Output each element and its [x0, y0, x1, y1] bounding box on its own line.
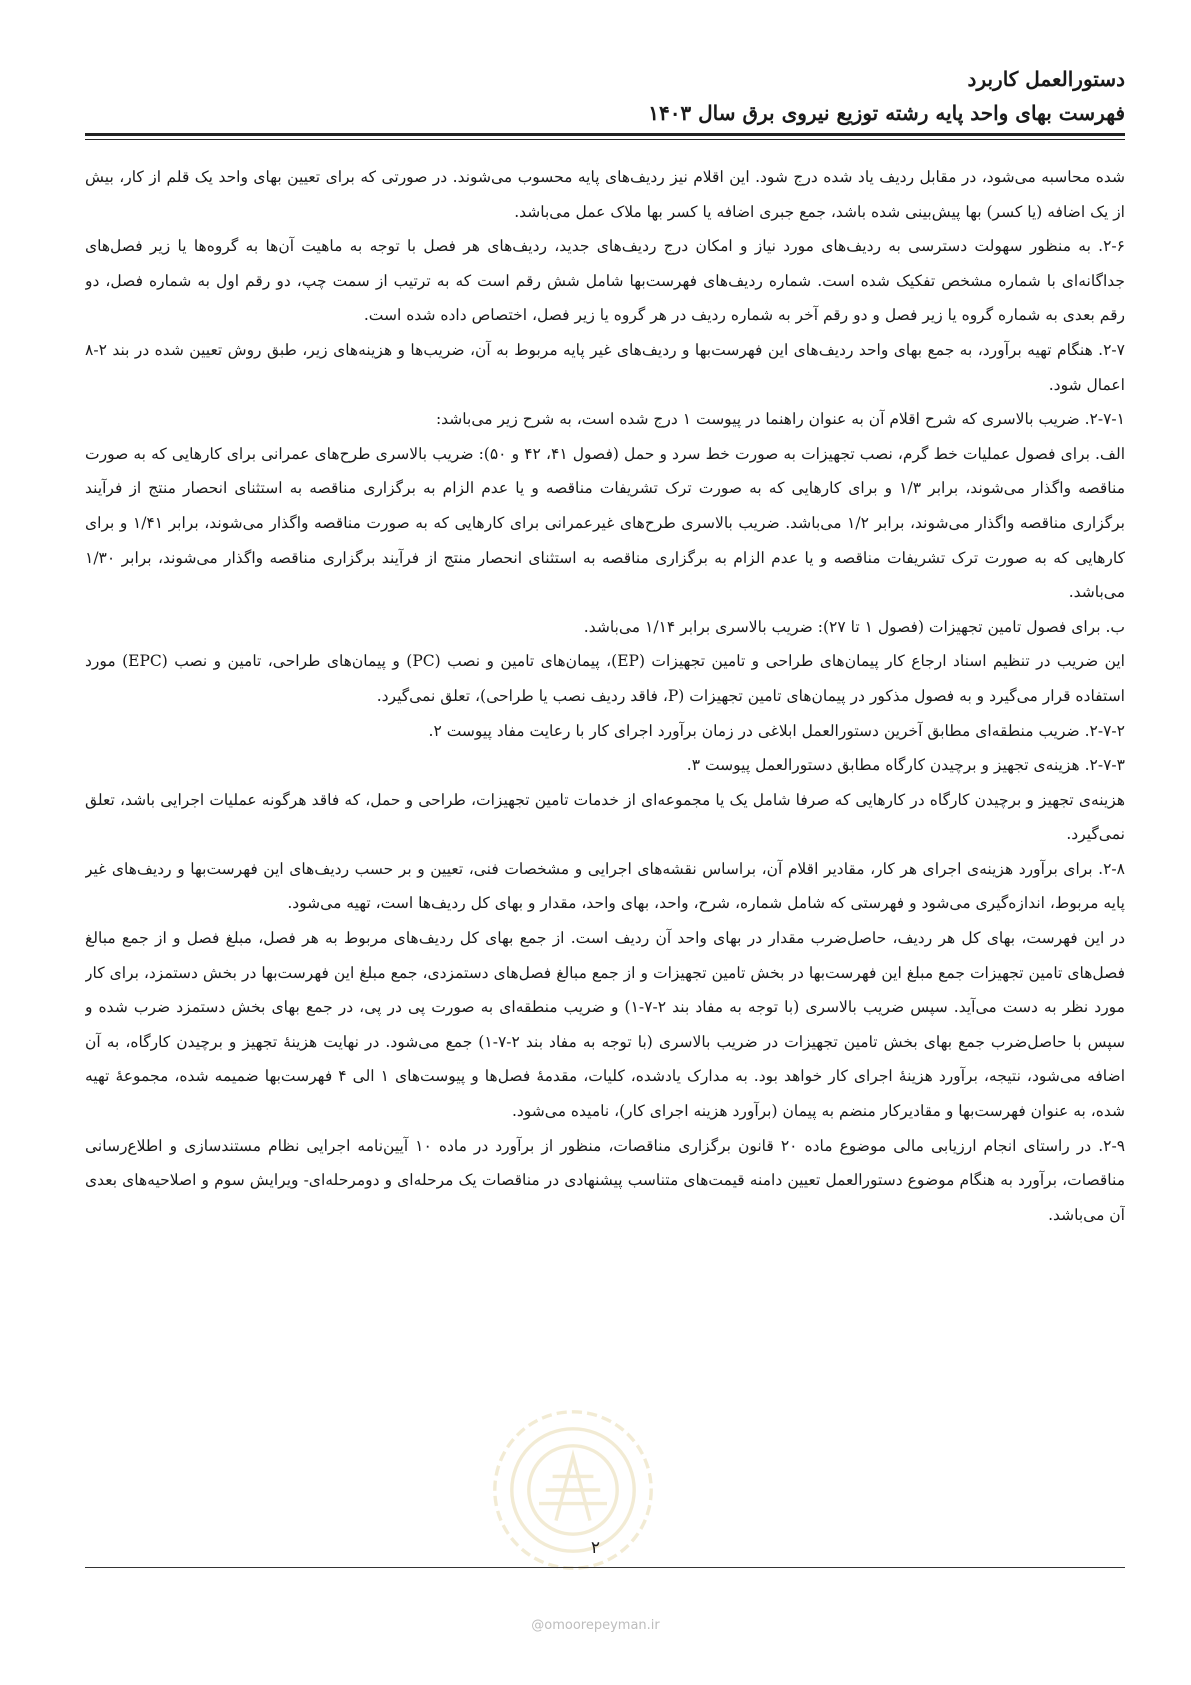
header-title-line1: دستورالعمل کاربرد: [967, 67, 1125, 91]
paragraph-2-7: ۲-۷. هنگام تهیه برآورد، به جمع بهای واحد ردیف‌های این فهرست‌بها و ردیف‌های غیر پایه مربوط به آن، ضریب‌ها و هزینه‌های زیر، طبق روش تعیین شده در بند ۲-۸ اعمال شود.: [85, 340, 1125, 394]
footer-website: @omoorepeyman.ir: [531, 1618, 660, 1633]
paragraph: شده محاسبه می‌شود، در مقابل ردیف یاد شده درج شود. این اقلام نیز ردیف‌های پایه محسوب می‌شوند. در صورتی که برای تعیین بهای واحد یک قلم از کار، بیش از یک اضافه (یا کسر) بها پیش‌بینی شده باشد، جمع جبری اضافه یا کسر بها ملاک عمل می‌باشد.: [85, 168, 1125, 221]
paragraph-2-8: ۲-۸. برای برآورد هزینه‌ی اجرای هر کار، مقادیر اقلام آن، براساس نقشه‌های اجرایی و مشخصات فنی، تعیین و بر حسب ردیف‌های این فهرست‌بها و ردیف‌های غیر پایه مربوط، اندازه‌گیری می‌شود و فهرستی که شامل شماره، شرح، واحد، بهای واحد، مقدار و بهای کل ردیف‌ها است، تهیه می‌شود.: [85, 859, 1125, 913]
paragraph-alef: الف. برای فصول عملیات خط گرم، نصب تجهیزات به صورت خط سرد و حمل (فصول ۴۱، ۴۲ و ۵۰): ضریب بالاسری طرح‌های عمرانی برای کارهایی که به صورت مناقصه واگذار می‌شوند، برابر ۱/۳ و برای کارهایی که به صورت ترک تشریفات مناقصه و یا عدم الزام به برگزاری مناقصه به استثنای انحصار منتج از فرآیند برگزاری مناقصه واگذار می‌شوند، برابر ۱/۲ می‌باشد. ضریب بالاسری طرح‌های غیرعمرانی برای کارهایی که به صورت مناقصه واگذار می‌شوند، برابر ۱/۴۱ و برای کارهایی که به صورت ترک تشریفات مناقصه و یا عدم الزام به برگزاری مناقصه به استثنای انحصار منتج از فرآیند برگزاری مناقصه واگذار می‌شوند، برابر ۱/۳۰ می‌باشد.: [85, 444, 1125, 602]
header-title-line2: فهرست بهای واحد پایه رشته توزیع نیروی برق سال ۱۴۰۳: [648, 101, 1125, 125]
header-divider-thick: [85, 133, 1125, 136]
paragraph-2-7-3: ۲-۷-۳. هزینه‌ی تجهیز و برچیدن کارگاه مطابق دستورالعمل پیوست ۳.: [686, 756, 1125, 775]
paragraph: هزینه‌ی تجهیز و برچیدن کارگاه در کارهایی که صرفا شامل یک یا مجموعه‌ای از خدمات تامین تجهیزات، طراحی و حمل، که فاقد هرگونه عملیات اجرایی باشد، تعلق نمی‌گیرد.: [85, 790, 1125, 844]
page-number: ۲: [590, 1538, 601, 1558]
paragraph-2-6: ۲-۶. به منظور سهولت دسترسی به ردیف‌های مورد نیاز و امکان درج ردیف‌های جدید، ردیف‌های هر فصل با توجه به ماهیت آن‌ها به گروه‌ها یا زیر فصل‌های جداگانه‌ای با شماره مشخص تفکیک شده است. شماره ردیف‌های فهرست‌بها شامل شش رقم است که به ترتیب از سمت چپ، دو رقم اول به شماره فصل، دو رقم بعدی به شماره گروه یا زیر فصل و دو رقم آخر به شماره ردیف در هر گروه یا زیر فصل، اختصاص داده شده است.: [85, 237, 1125, 325]
paragraph: در این فهرست، بهای کل هر ردیف، حاصل‌ضرب مقدار در بهای واحد آن ردیف است. از جمع بهای کل ردیف‌های مربوط به هر فصل، مبلغ فصل و از جمع مبالغ فصل‌های تامین تجهیزات جمع مبلغ این فهرست‌بها در بخش تامین تجهیزات و از جمع مبالغ فصل‌های دستمزدی، جمع مبلغ این فهرست‌بها در بخش دستمزد، برای کار مورد نظر به دست می‌آید. سپس ضریب بالاسری (با توجه به مفاد بند ۲-۷-۱) و ضریب منطقه‌ای به صورت پی در پی، در جمع بهای بخش دستمزد ضرب شده و سپس با حاصل‌ضرب جمع بهای بخش تامین تجهیزات در ضریب بالاسری (با توجه به مفاد بند ۲-۷-۱) جمع می‌شود. در نهایت هزینهٔ تجهیز و برچیدن کارگاه، به آن اضافه می‌شود، نتیجه، برآورد هزینهٔ اجرای کار خواهد بود. به مدارک یادشده، کلیات، مقدمهٔ فصل‌ها و پیوست‌های ۱ الی ۴ فهرست‌بها ضمیمه شده، مجموعهٔ تهیه شده، به عنوان فهرست‌بها و مقادیرکار منضم به پیمان (برآورد هزینه اجرای کار)، نامیده می‌شود.: [85, 929, 1125, 1121]
paragraph-2-7-2: ۲-۷-۲. ضریب منطقه‌ای مطابق آخرین دستورالعمل ابلاغی در زمان برآورد اجرای کار با رعایت مفاد پیوست ۲.: [428, 721, 1125, 740]
document-body: [85, 160, 1125, 1535]
paragraph-2-9: ۲-۹. در راستای انجام ارزیابی مالی موضوع ماده ۲۰ قانون برگزاری مناقصات، منظور از برآورد در ماده ۱۰ آیین‌نامه اجرایی نظام مستندسازی و اطلاع‌رسانی مناقصات، برآورد به هنگام موضوع دستورالعمل تعیین دامنه قیمت‌های متناسب پیشنهادی در مناقصات یک مرحله‌ای و دومرحله‌ای- ویرایش سوم و اصلاحیه‌های بعدی آن می‌باشد.: [85, 1136, 1125, 1224]
header-divider-thin: [85, 139, 1125, 140]
paragraph: این ضریب در تنظیم اسناد ارجاع کار پیمان‌های طراحی و تامین تجهیزات (EP)، پیمان‌های تامین و نصب (PC) و پیمان‌های طراحی، تامین و نصب (EPC) مورد استفاده قرار می‌گیرد و به فصول مذکور در پیمان‌های تامین تجهیزات (P، فاقد ردیف نصب یا طراحی)، تعلق نمی‌گیرد.: [85, 652, 1125, 705]
footer-divider: [85, 1567, 1125, 1568]
paragraph-2-7-1: ۲-۷-۱. ضریب بالاسری که شرح اقلام آن به عنوان راهنما در پیوست ۱ درج شده است، به شرح زیر می‌باشد:: [435, 410, 1125, 429]
paragraph-be: ب. برای فصول تامین تجهیزات (فصول ۱ تا ۲۷): ضریب بالاسری برابر ۱/۱۴ می‌باشد.: [583, 617, 1125, 636]
document-header: [85, 62, 1125, 130]
